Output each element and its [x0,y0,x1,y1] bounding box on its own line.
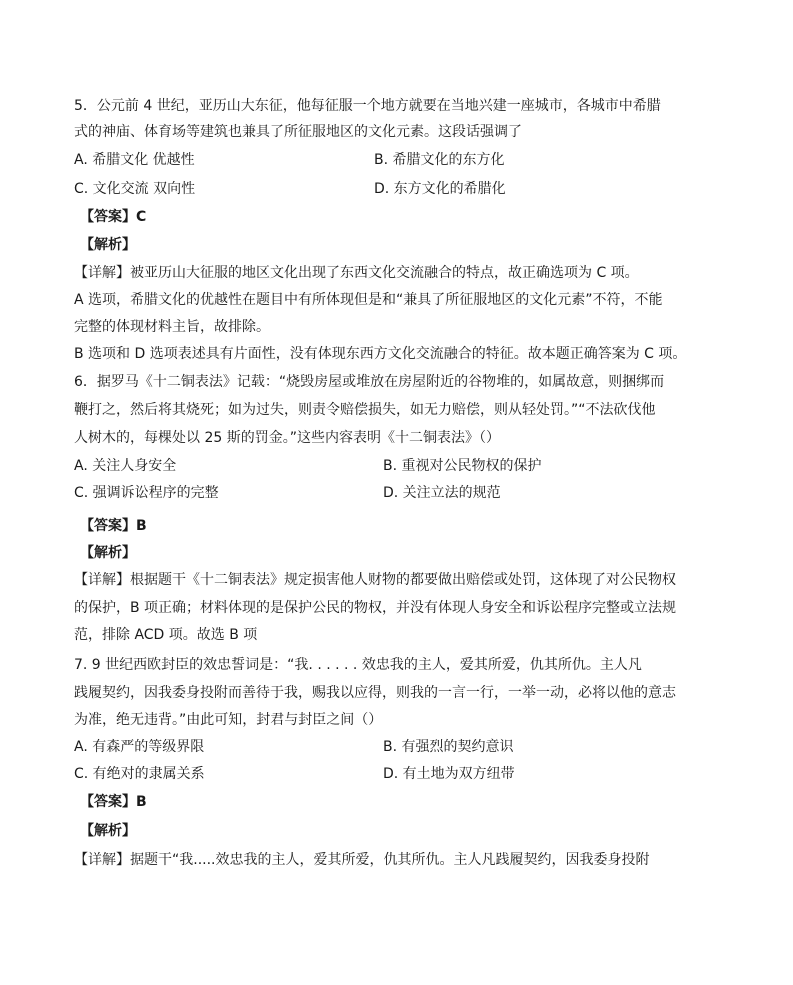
q6-option-a: A. 关注人身安全 [74,458,177,474]
q6-stem-line-1: 6．据罗马《十二铜表法》记载：“烧毁房屋或堆放在房屋附近的谷物堆的，如属故意，则捆绑而 [74,374,665,390]
q5-answer: 【答案】C [80,209,147,225]
q7-answer: 【答案】B [80,794,147,810]
q7-stem-line-2: 践履契约，因我委身投附而善待于我，赐我以应得，则我的一言一行，一举一动，必将以他的意志 [74,685,676,701]
q6-option-b: B. 重视对公民物权的保护 [383,458,542,474]
q5-detail-line-3: 完整的体现材料主旨，故排除。 [74,319,270,335]
q7-option-c: C. 有绝对的隶属关系 [74,766,205,782]
q7-stem-line-1: 7. 9 世纪西欧封臣的效忠誓词是：“我. . . . . . 效忠我的主人，爱其所爱，仇其所仇。主人凡 [74,657,642,673]
q5-detail-line-4: B 选项和 D 选项表述具有片面性，没有体现东西方文化交流融合的特征。故本题正确答案为 C 项。 [74,346,687,362]
q6-answer: 【答案】B [80,518,147,534]
q7-option-d: D. 有土地为双方纽带 [383,766,515,782]
q7-option-a: A. 有森严的等级界限 [74,739,205,755]
q6-option-c: C. 强调诉讼程序的完整 [74,485,219,501]
q5-detail-line-2: A 选项，希腊文化的优越性在题目中有所体现但是和“兼具了所征服地区的文化元素”不符，不能 [74,292,663,308]
q5-detail-line-1: 【详解】被亚历山大征服的地区文化出现了东西文化交流融合的特点，故正确选项为 C 项。 [74,265,639,281]
q5-option-b: B. 希腊文化的东方化 [374,152,505,168]
q5-option-d: D. 东方文化的希腊化 [374,181,506,197]
q5-analysis-label: 【解析】 [80,237,136,253]
q5-option-a: A. 希腊文化 优越性 [74,152,195,168]
q6-stem-line-2: 鞭打之，然后将其烧死；如为过失，则责令赔偿损失，如无力赔偿，则从轻处罚。”“不法砍伐他 [74,402,656,418]
q5-stem-line-2: 式的神庙、体育场等建筑也兼具了所征服地区的文化元素。这段话强调了 [74,124,522,140]
q6-stem-line-3: 人树木的，每棵处以 25 斯的罚金。”这些内容表明《十二铜表法》（） [74,430,500,446]
q5-stem-line-1: 5．公元前 4 世纪，亚历山大东征，他每征服一个地方就要在当地兴建一座城市，各城市中希腊 [74,98,661,114]
q6-option-d: D. 关注立法的规范 [383,485,501,501]
q7-option-b: B. 有强烈的契约意识 [383,739,514,755]
q7-detail-line-1: 【详解】据题干“我.....效忠我的主人，爱其所爱，仇其所仇。主人凡践履契约，因我委身投附 [74,852,650,868]
q7-stem-line-3: 为准，绝无违背。”由此可知，封君与封臣之间（） [74,712,383,728]
q6-detail-line-1: 【详解】根据题干《十二铜表法》规定损害他人财物的都要做出赔偿或处罚，这体现了对公民物权 [74,572,676,588]
q7-analysis-label: 【解析】 [80,823,136,839]
q5-option-c: C. 文化交流 双向性 [74,181,196,197]
q6-detail-line-2: 的保护，B 项正确；材料体现的是保护公民的物权，并没有体现人身安全和诉讼程序完整或立法规 [74,600,677,616]
q6-detail-line-3: 范，排除 ACD 项。故选 B 项 [74,627,258,643]
q6-analysis-label: 【解析】 [80,545,136,561]
